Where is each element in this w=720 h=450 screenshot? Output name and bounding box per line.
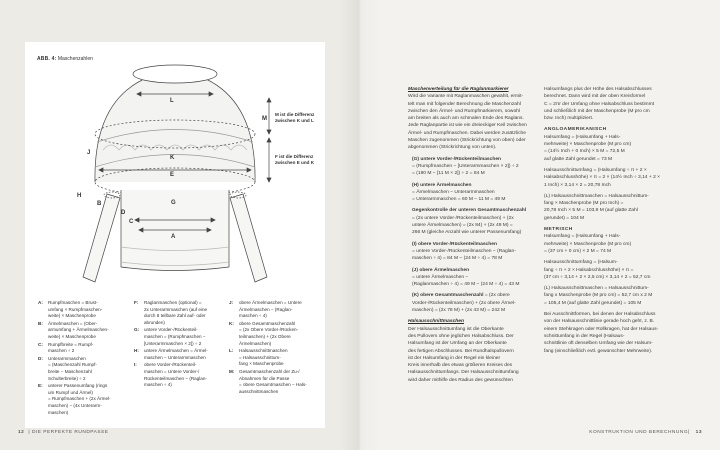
legend-item: E: unterer Passenumfang (rings um Rumpf und Ärmel) = Rumpfmaschen + (2x Ärmel- maschen) − (4x Unterarm- maschen) [38,383,111,415]
letter-b: B [97,201,102,207]
legend-item: D: Unterarmmaschen = (Maschenzahl Rumpf- breite − Maschenzahl Schulterbreite) ÷ 2 [38,355,97,381]
section-heading: Maschenverteilung für die Raglanmarkierer [408,87,509,92]
formula-heading: (G) untere Vorder-/Rückenteilmaschen [412,156,502,162]
formula: Halsausschnittumfang = (Halsum- fang ÷ π + 2 × Halsabschlusshöhe) × π = (37 cm ÷ 3,14 + 2 × 2,5 cm) × 3,14 × 2 = 52,7 cm [544,260,651,280]
formula: = untere Vorder-/Rückenteilmaschen − (Raglan- maschen ÷ 4) = 84 M − (24 M ÷ 4) = 78 M [412,248,516,262]
legend-column-1 [38,300,133,417]
letter-g: G [171,200,176,206]
figure-card [25,42,325,428]
section-heading-neck: Halsausschnittmaschen [408,319,464,325]
formula: = (2x untere Vorder-/Rückenteilmaschen) + (2x untere Ärmelmaschen) = (2x 84) + (2x 49 M) = 266 M (gleiche Anzahl wie unterer Passenumfang) [412,215,522,236]
formula-heading: (J) obere Ärmelmaschen [412,267,470,273]
paragraph: Der Halsausschnittumfang ist die Oberkante des Pullovers ohne jeglichen Halsabschluss. Der Halsumfang ist der Umfang an der Oberkante des fertigen Abschlusses. Bei Rundhalspullovern ist der Halsumfang in der Regel ein kleiner Kreis innerhalb des etwas größeren Kreises des Halsausschnittumfangs. Der Halsausschnittumfang wird daher mithilfe des Radius des gewünschten [408,326,519,383]
legend-item: M: Gesamtmaschenzahl der Zu-/ Abnahmen für die Passe = obere Gesamtmaschen − Hals- ausschnittmaschen [229,368,307,394]
legend-item: C: Rumpfbreite = Rumpf- maschen ÷ 2 [38,341,94,354]
annotation-f: F ist die Differenz zwischen E und K [275,154,315,165]
formula: Halsumfang = (Halsumfang + Hals- mehrweite) × Maschenprobe (M pro cm) = (37 cm + 0 cm) × 2 M = 74 M [544,234,632,254]
letter-m: M [262,116,267,122]
formula-heading: (K) obere Gesamtmaschenzahl [412,293,484,299]
paragraph: Bei Ausschnittformen, bei denen der Halsabschluss von der Halsausschnittlinie gerade hoch geht, z. B. einem Stehkragen oder Rollkragen, hat der Halsaus- schnittumfang in der Regel (Halsaus- schnittlinie oft denselben Umfang wie der Halsum- fang (einschließlich evtl. gewünschter Mehrweite). [544,312,659,354]
formula: = Ärmelmaschen − Unterarmmaschen = Unterarmmaschen = 60 M − 11 M = 49 M [412,189,506,203]
letter-j: J [87,150,91,156]
footer-right: KONSTRUKTION UND BERECHNUNG| 13 [589,430,702,435]
right-page [360,0,720,450]
figure-label: ABB. 4: Maschenzahlen [37,56,93,62]
letter-h: H [77,193,82,199]
legend-column-3 [229,300,324,396]
legend-item: H: untere Ärmelmaschen = Ärmel- maschen − Unterarmmaschen [134,348,208,360]
formula: = (Rumpfmaschen − [Unterarmmaschen × 2]) ÷ 2 = (190 M − [11 M × 2]) ÷ 2 = 84 M [412,163,519,177]
legend-item: K: obere Gesamtmaschenzahl = (2x Obere Vorder-/Rücken- teilmaschen) + (2x Obere Ärmelmaschen) [229,320,299,346]
letter-e: E [170,172,175,178]
footer-left: 12 | DIE PERFEKTE RUNDPASSE [18,430,109,435]
page-number-right: 13 [695,430,702,435]
legend-column-2 [134,300,229,390]
legend-item: A: Rumpfmaschen = Brust- umfang × Rumpfmaschen- weite) × Maschenprobe [38,300,103,319]
legend-item: J: obere Ärmelmaschen = Untere Ärmelmaschen − (Raglan- maschen ÷ 4) [229,300,302,319]
text-column-1 [408,86,540,384]
formula-heading: Gegenkontrolle der unteren Gesamtmaschenzahl [412,208,527,214]
annotation-m: M ist die Differenz zwischen K und L [275,112,315,123]
running-title-left: DIE PERFEKTE RUNDPASSE [31,430,109,435]
letter-k: K [170,155,175,161]
letter-c: C [129,219,134,225]
paragraph: Halsumfangs plus der Höhe des Halsabschlusses berechnet. Dann wird mit der oben Kreisformel C = 2πr der Umfang ohne Halsabschluss bestimmt und schließlich mit der Maschenprobe (M pro cm bzw. Inch) multipliziert. [544,87,655,122]
letter-d: D [121,210,126,216]
letter-l: L [170,98,174,104]
subheading-metrisch: METRISCH [544,227,573,233]
formula-heading: (I) obere Vorder-/Rückenteilmaschen [412,241,497,247]
legend-item: L: Halsausschnittmaschen = Halsausschnittum- fang × Maschenprobe [229,348,288,367]
formula-heading: (H) untere Ärmelmaschen [412,182,472,188]
letter-a: A [171,234,176,240]
formula: (L) Halsausschnittmaschen = Halsausschnittum- fang x Maschenprobe (M pro cm) = 52,7 cm x 2 M = 105,4 M (auf glatte Zahl gerundet) = 105 M [544,286,653,306]
formula: Halsumfang = (Halsumfang + Hals- mehrweite) × Maschenprobe (M pro cm) = (14½ Inch + 0 Inch) × 5 M = 72,5 M auf glatte Zahl gerundet = 73 M [544,134,632,162]
subheading-angloamerikanisch: ANGLOAMERIKANISCH [544,127,607,133]
running-title-right: KONSTRUKTION UND BERECHNUNG [589,430,689,435]
formula: = untere Ärmelmaschen − (Raglanmaschen ÷ 4) = 49 M − (24 M ÷ 4) = 43 M [412,274,520,288]
legend-item: G: untere Vorder-/Rückenteil- maschen = (Rumpfmaschen − [Unterarmmaschen × 2]) ÷ 2 [134,327,206,346]
text-column-2 [544,86,676,355]
legend-item: B: Ärmelmaschen = (Ober- armumfang + Ärmelmaschen- weite) × Maschenprobe [38,320,109,339]
formula: (L) Halsausschnittmaschen = Halsausschnittum- fang × Maschenprobe (M pro Inch) = 20,78 Inch × 5 M = 103,9 M (auf glatte Zahl gerundet) = 104 M [544,193,649,221]
formula: = (2x obere Vorder-/Rückenteilmaschen) + (2x obere Ärmel- maschen) = (2x 78 M) + (2x 43 M) = 242 M [412,293,516,314]
paragraph: Wird die Variante mit Raglanmaschen gewählt, ermit- telt man mit folgender Berechnung die Maschenzahl zwischen den Ärmel- und Rumpfmarkierern, sowohl am breiten als auch am schmalen Ende des Raglans. Jede Raglanpartie ist wie ein dreieckiger Keil zwischen Ärmel- und Rumpfmaschen. Dabei werden zusätzliche Maschen zugenommen (Strickrichtung von oben) oder abgenommen (Strickrichtung von unten). [408,94,527,151]
formula: Halsausschnittumfang = (Halsumfang ÷ π + 2 × Halsabschlusshöhe) × π = 2 × (14½ Inch ÷ 3,14 + 2 × 1 Inch) × 3,14 × 2 = 20,78 Inch [544,167,661,188]
sweater-diagram [25,42,325,297]
legend-item: I: obere Vorder-/Rückenteil- maschen = Untere Vorder-/ Rückenteilmaschen − (Raglan- maschen ÷ 4) [134,362,207,388]
legend-item: F: Raglanmaschen (optional) = 2x Unterarmmaschen (auf eine durch 8 teilbare Zahl auf- oder abrunden) [134,300,208,325]
page-number-left: 12 [18,430,25,435]
